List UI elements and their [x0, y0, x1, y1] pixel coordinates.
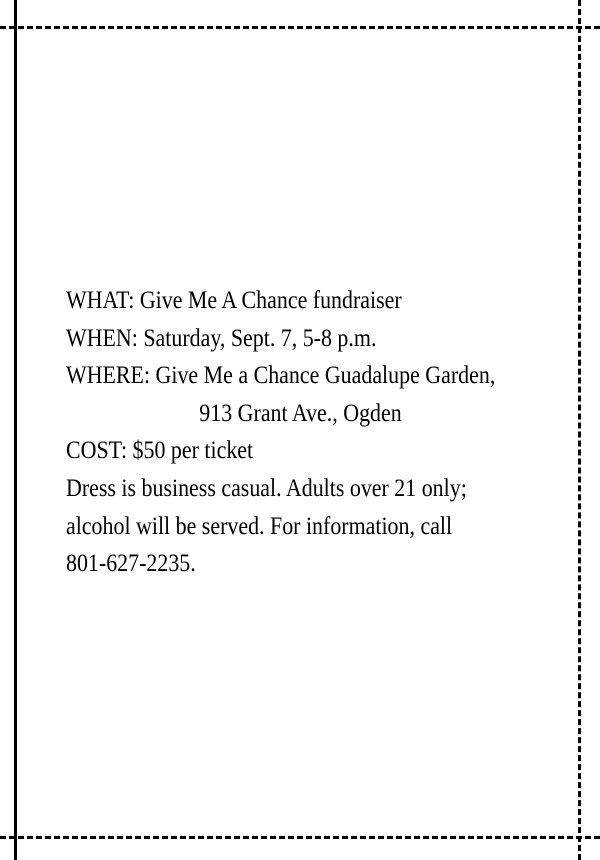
event-address: 913 Grant Ave., Ogden	[199, 397, 402, 427]
border-left-line	[14, 0, 17, 860]
event-where: WHERE: Give Me a Chance Guadalupe Garden,	[66, 360, 496, 390]
border-bottom-line	[0, 836, 600, 839]
event-notes-line-2: alcohol will be served. For information, call	[66, 510, 453, 540]
event-what: WHAT: Give Me A Chance fundraiser	[66, 285, 402, 314]
event-cost: COST: $50 per ticket	[66, 435, 254, 465]
event-info-block	[66, 281, 582, 582]
event-notes-line-1: Dress is business casual. Adults over 21 only;	[66, 472, 467, 502]
event-when: WHEN: Saturday, Sept. 7, 5-8 p.m.	[66, 322, 377, 352]
border-top-line	[0, 26, 600, 29]
event-notes-line-3: 801-627-2235.	[66, 548, 196, 578]
